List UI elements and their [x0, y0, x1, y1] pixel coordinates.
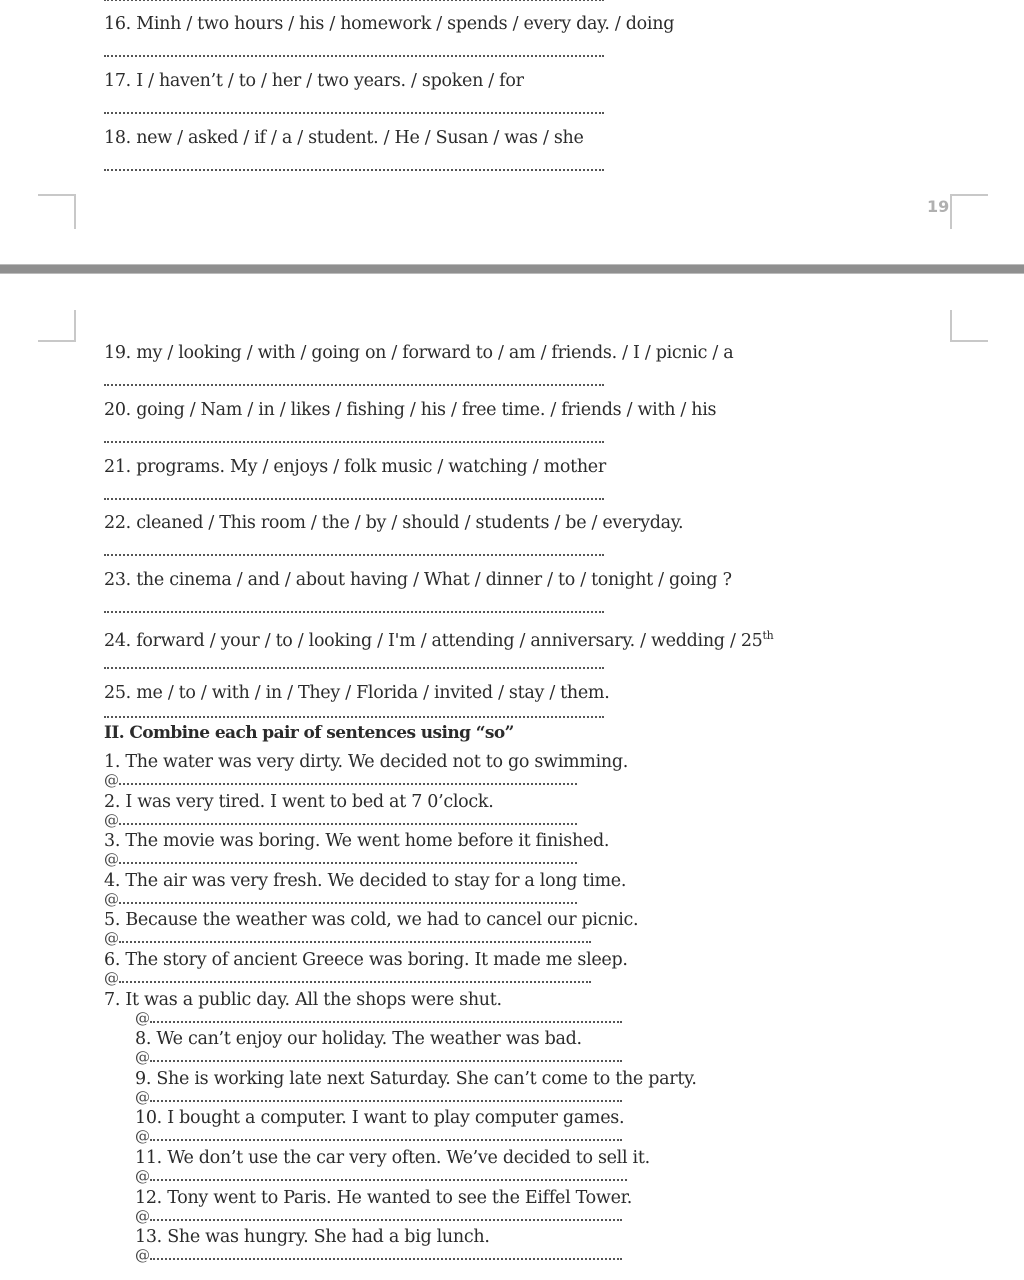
- combine-item-9: [135, 1069, 697, 1089]
- answer-marker: @: [135, 1207, 150, 1225]
- exercise-item-18: [104, 128, 584, 148]
- item-text: 7. It was a public day. All the shops were shut.: [104, 990, 502, 1010]
- item-text: me / to / with / in / They / Florida / invited / stay / them.: [136, 683, 610, 703]
- item-text: going / Nam / in / likes / fishing / his / free time. / friends / with / his: [136, 400, 717, 420]
- item-text: my / looking / with / going on / forward to / am / friends. / I / picnic / a: [136, 343, 734, 363]
- item-text: Minh / two hours / his / homework / spends / every day. / doing: [136, 14, 675, 34]
- answer-line[interactable]: [104, 665, 604, 669]
- answer-line[interactable]: [135, 1090, 622, 1104]
- page-separator: [0, 264, 1024, 274]
- exercise-item-20: [104, 400, 716, 420]
- page-corner-mark: [38, 310, 76, 342]
- answer-marker: @: [104, 811, 119, 829]
- combine-item-7: [104, 990, 502, 1010]
- answer-line[interactable]: [135, 1129, 622, 1143]
- item-text: 10. I bought a computer. I want to play computer games.: [135, 1108, 625, 1128]
- answer-line[interactable]: [104, 439, 604, 443]
- item-number: 21.: [104, 457, 131, 477]
- item-text: 6. The story of ancient Greece was boring. It made me sleep.: [104, 950, 628, 970]
- answer-line[interactable]: [104, 0, 604, 1]
- ordinal-suffix: th: [762, 629, 774, 642]
- item-text: forward / your / to / looking / I'm / attending / anniversary. / wedding / 25: [136, 630, 763, 651]
- dotted-line: [150, 1177, 627, 1181]
- combine-item-2: [104, 792, 494, 812]
- answer-marker: @: [135, 1167, 150, 1185]
- answer-marker: @: [135, 1009, 150, 1027]
- answer-line[interactable]: [104, 813, 577, 827]
- page-corner-mark: [950, 194, 988, 229]
- dotted-line: [119, 900, 577, 904]
- item-text: 1. The water was very dirty. We decided not to go swimming.: [104, 752, 629, 772]
- combine-item-1: [104, 752, 628, 772]
- combine-item-12: [135, 1188, 632, 1208]
- item-text: programs. My / enjoys / folk music / watching / mother: [136, 457, 606, 477]
- answer-line[interactable]: [104, 496, 604, 500]
- item-text: 9. She is working late next Saturday. She can’t come to the party.: [135, 1069, 697, 1089]
- answer-line[interactable]: [135, 1169, 627, 1183]
- answer-marker: @: [104, 890, 119, 908]
- item-text: 2. I was very tired. I went to bed at 7 0’clock.: [104, 792, 494, 812]
- dotted-line: [119, 821, 577, 825]
- combine-item-11: [135, 1148, 650, 1168]
- item-number: 24.: [104, 630, 131, 651]
- exercise-item-23: [104, 570, 732, 590]
- answer-line[interactable]: [104, 931, 591, 945]
- item-text: 3. The movie was boring. We went home before it finished.: [104, 831, 610, 851]
- page-corner-mark: [38, 194, 76, 229]
- exercise-item-22: [104, 513, 683, 533]
- answer-line[interactable]: [104, 773, 577, 787]
- item-text: the cinema / and / about having / What / dinner / to / tonight / going ?: [136, 570, 732, 590]
- answer-line[interactable]: [104, 552, 604, 556]
- item-text: 5. Because the weather was cold, we had to cancel our picnic.: [104, 910, 639, 930]
- item-number: 20.: [104, 400, 131, 420]
- answer-line[interactable]: [104, 892, 577, 906]
- answer-line[interactable]: [104, 971, 591, 985]
- answer-marker: @: [135, 1048, 150, 1066]
- answer-line[interactable]: [104, 110, 604, 114]
- exercise-item-17: [104, 71, 524, 91]
- dotted-line: [150, 1137, 622, 1141]
- dotted-line: [150, 1098, 622, 1102]
- answer-line[interactable]: [104, 609, 604, 613]
- answer-line[interactable]: [135, 1050, 622, 1064]
- item-text: I / haven’t / to / her / two years. / spoken / for: [136, 71, 524, 91]
- answer-marker: @: [104, 929, 119, 947]
- item-text: 12. Tony went to Paris. He wanted to see the Eiffel Tower.: [135, 1188, 633, 1208]
- answer-line[interactable]: [104, 53, 604, 57]
- item-text: 13. She was hungry. She had a big lunch.: [135, 1227, 490, 1247]
- answer-line[interactable]: [104, 852, 577, 866]
- combine-item-8: [135, 1029, 582, 1049]
- combine-item-10: [135, 1108, 624, 1128]
- item-number: 17.: [104, 71, 131, 91]
- combine-item-4: [104, 871, 626, 891]
- combine-item-5: [104, 910, 638, 930]
- answer-marker: @: [104, 850, 119, 868]
- dotted-line: [119, 979, 591, 983]
- dotted-line: [119, 860, 577, 864]
- exercise-item-19: [104, 343, 733, 363]
- exercise-item-24: [104, 626, 773, 651]
- item-text: 4. The air was very fresh. We decided to stay for a long time.: [104, 871, 627, 891]
- item-number: 22.: [104, 513, 131, 533]
- dotted-line: [150, 1256, 622, 1260]
- dotted-line: [150, 1217, 622, 1221]
- answer-marker: @: [135, 1246, 150, 1264]
- answer-line[interactable]: [135, 1011, 622, 1025]
- combine-item-6: [104, 950, 628, 970]
- item-text: 11. We don’t use the car very often. We’ve decided to sell it.: [135, 1148, 650, 1168]
- item-number: 16.: [104, 14, 131, 34]
- combine-item-3: [104, 831, 609, 851]
- dotted-line: [119, 781, 577, 785]
- exercise-item-25: [104, 683, 610, 703]
- answer-line[interactable]: [135, 1248, 622, 1262]
- answer-line[interactable]: [104, 714, 604, 718]
- item-text: new / asked / if / a / student. / He / Susan / was / she: [136, 128, 584, 148]
- item-text: 8. We can’t enjoy our holiday. The weather was bad.: [135, 1029, 582, 1049]
- page-number: 19: [927, 197, 950, 216]
- answer-marker: @: [135, 1127, 150, 1145]
- page-corner-mark: [950, 310, 988, 342]
- dotted-line: [150, 1019, 622, 1023]
- exercise-item-21: [104, 457, 606, 477]
- item-text: cleaned / This room / the / by / should / students / be / everyday.: [136, 513, 684, 533]
- combine-item-13: [135, 1227, 490, 1247]
- dotted-line: [119, 939, 591, 943]
- dotted-line: [150, 1058, 622, 1062]
- answer-marker: @: [104, 771, 119, 789]
- section-heading: II. Combine each pair of sentences using “so”: [104, 723, 514, 743]
- item-number: 19.: [104, 343, 131, 363]
- answer-line[interactable]: [135, 1209, 622, 1223]
- answer-marker: @: [104, 969, 119, 987]
- answer-line[interactable]: [104, 382, 604, 386]
- exercise-item-16: [104, 14, 674, 34]
- item-number: 23.: [104, 570, 131, 590]
- item-number: 25.: [104, 683, 131, 703]
- item-number: 18.: [104, 128, 131, 148]
- answer-marker: @: [135, 1088, 150, 1106]
- answer-line[interactable]: [104, 167, 604, 171]
